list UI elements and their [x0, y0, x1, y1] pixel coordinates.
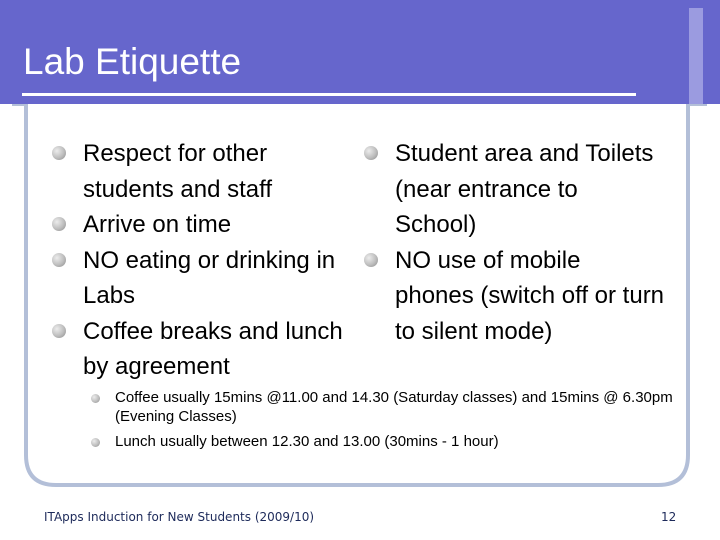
title-underline: [22, 93, 636, 96]
bullet-text: NO use of mobile phones (switch off or turn to silent mode): [395, 246, 665, 345]
bullet-icon: [91, 394, 100, 403]
sub-bullet-text: Coffee usually 15mins @11.00 and 14.30 (Saturday classes) and 15mins @ 6.30pm (Evening Classes): [115, 389, 673, 425]
slide-title: Lab Etiquette: [23, 41, 242, 82]
bullet-item: [83, 136, 353, 207]
bullet-icon: [52, 253, 66, 267]
footer-text: ITApps Induction for New Students (2009/10): [44, 510, 315, 524]
title-bar-right-edge: [689, 8, 703, 104]
bullet-text: Respect for other students and staff: [83, 140, 273, 203]
bullet-item: [83, 243, 353, 314]
bullet-icon: [364, 253, 378, 267]
sub-bullet-item: [115, 389, 675, 426]
sub-bullet-list: [115, 389, 675, 459]
bullet-icon: [52, 146, 66, 160]
bullet-icon: [364, 146, 378, 160]
bullet-icon: [91, 438, 100, 447]
bullet-text: Coffee breaks and lunch by agreement: [83, 317, 343, 380]
bullet-item: [83, 207, 353, 243]
left-bullet-list: [83, 136, 353, 385]
page-number: 12: [661, 510, 677, 524]
bullet-icon: [52, 217, 66, 231]
sub-bullet-text: Lunch usually between 12.30 and 13.00 (30mins - 1 hour): [115, 433, 499, 450]
right-bullet-list: [395, 136, 665, 349]
bullet-item: [395, 136, 665, 243]
bullet-icon: [52, 324, 66, 338]
bullet-text: Student area and Toilets (near entrance to School): [395, 140, 654, 238]
bullet-item: [395, 243, 665, 350]
sub-bullet-item: [115, 433, 675, 452]
bullet-text: NO eating or drinking in Labs: [83, 246, 336, 309]
bullet-item: [83, 314, 353, 385]
bullet-text: Arrive on time: [83, 211, 232, 238]
